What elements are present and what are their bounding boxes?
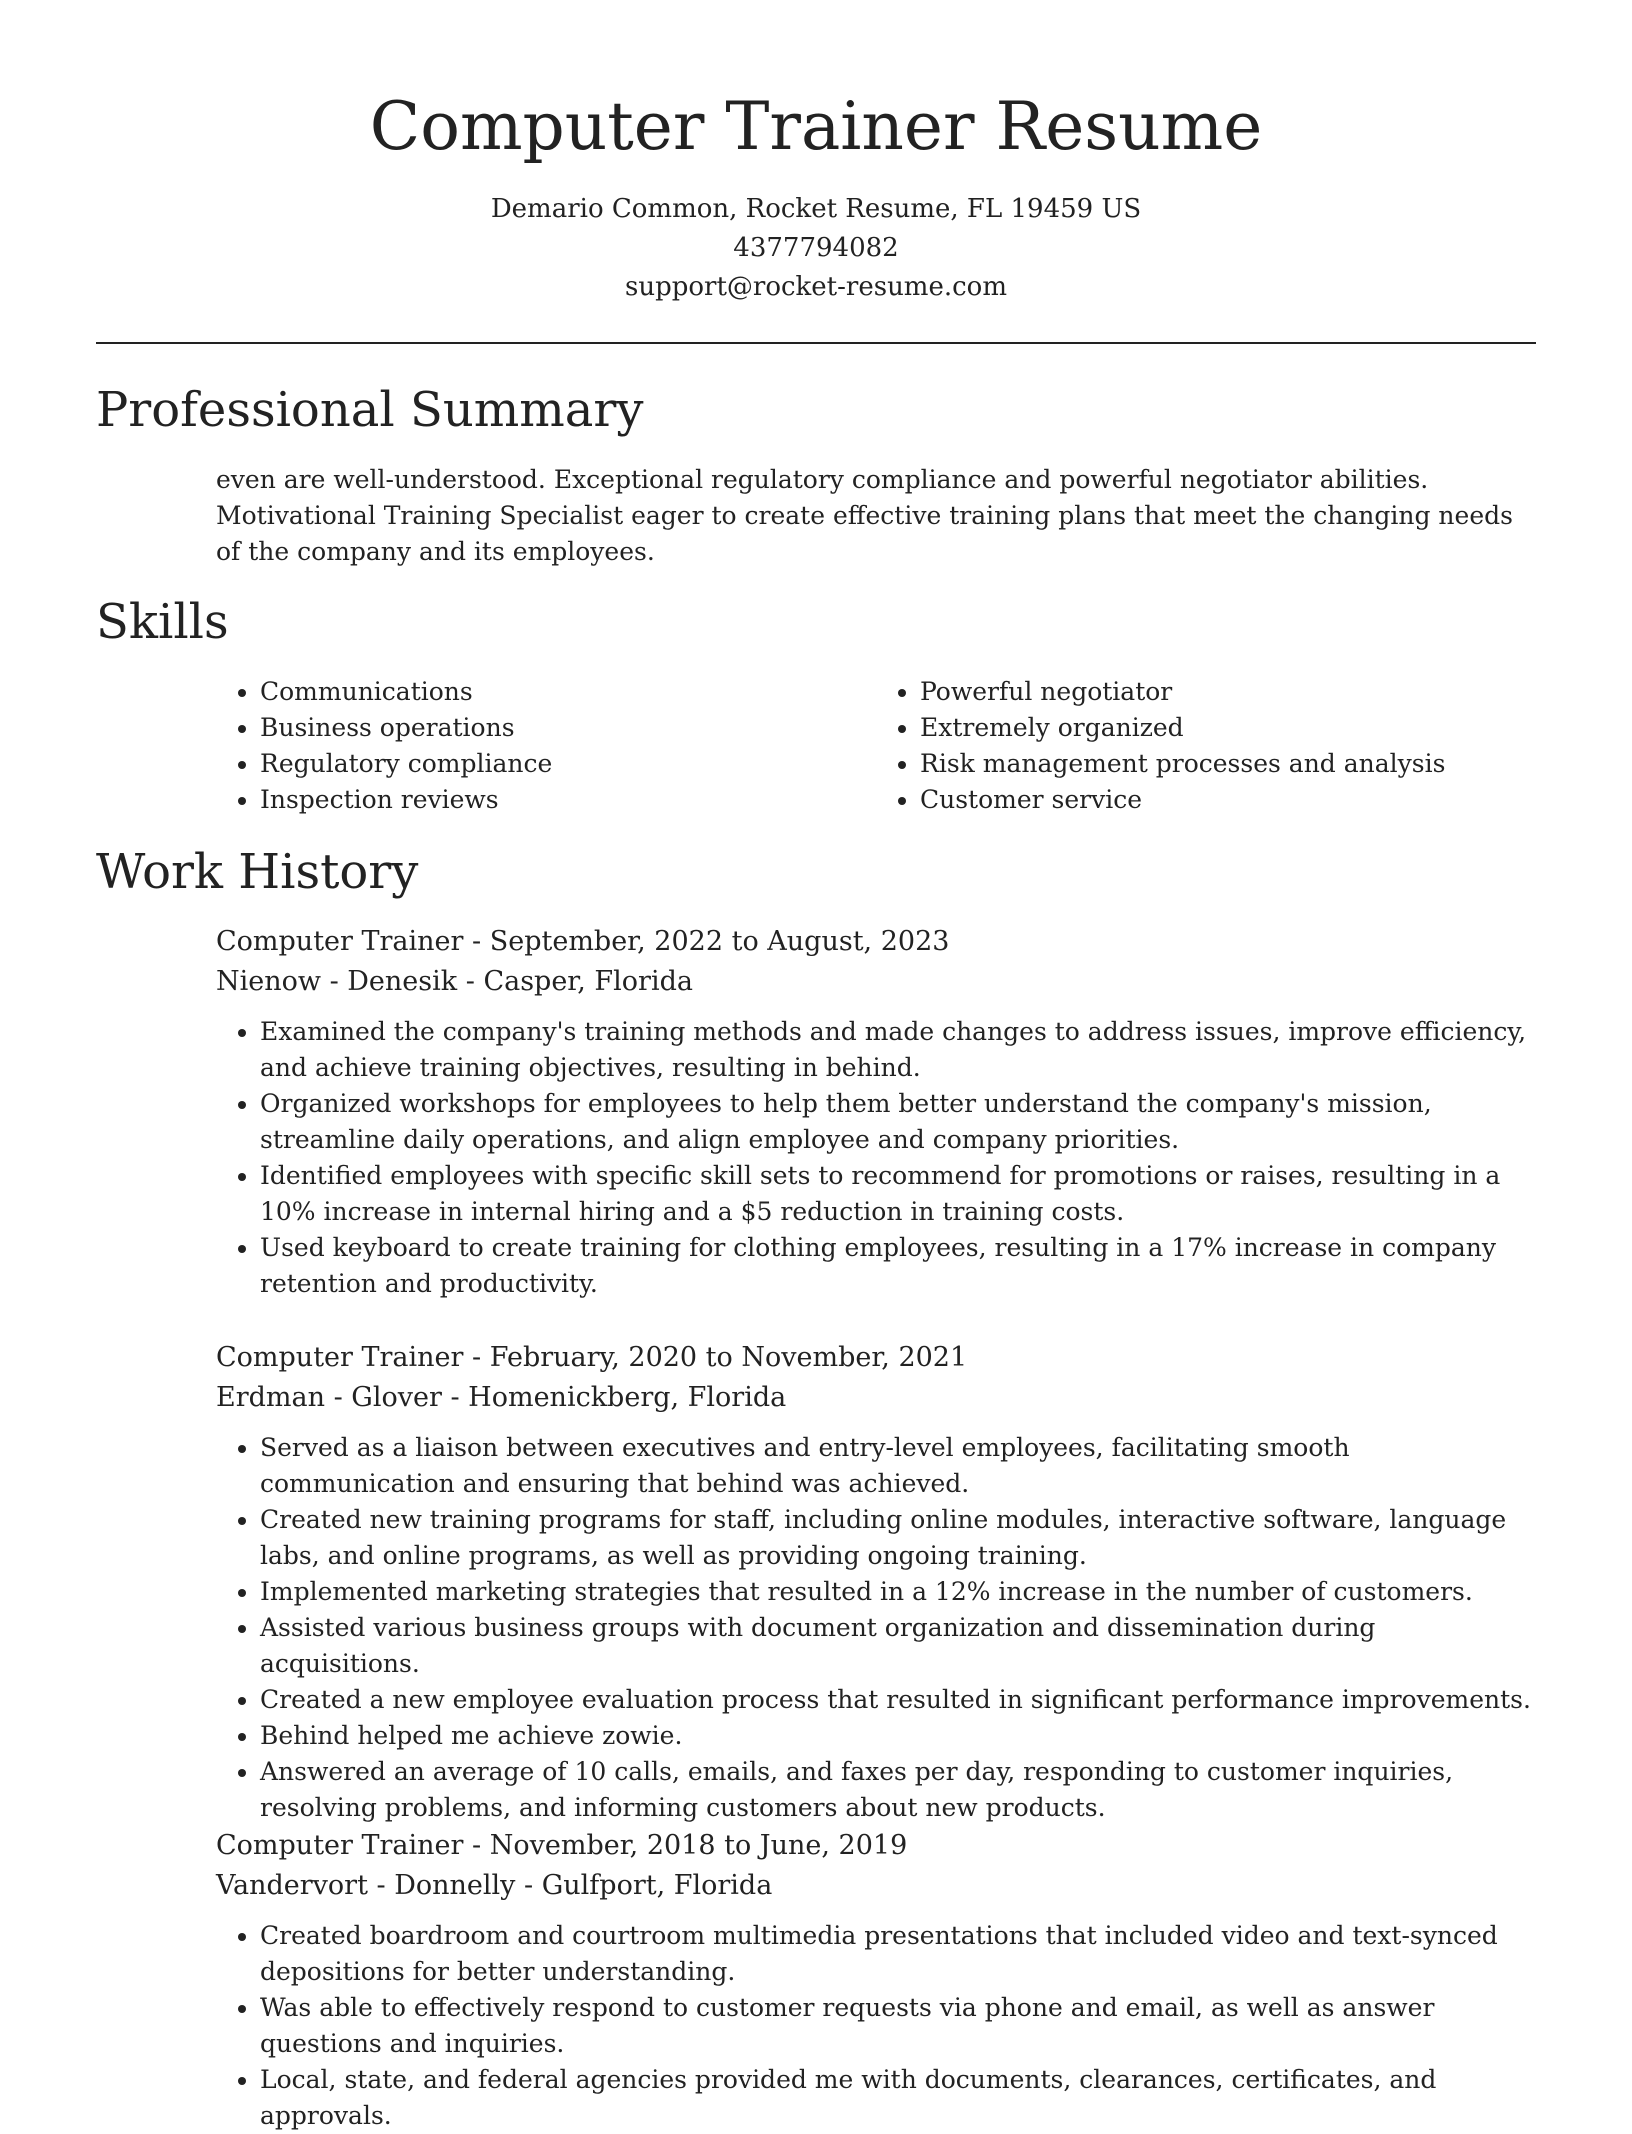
contact-block	[96, 190, 1536, 307]
job-bullet: • Implemented marketing strategies that resulted in a 12% increase in the number of customers.	[260, 1574, 1536, 1610]
job-bullet: • Created a new employee evaluation process that resulted in significant performance improvements.	[260, 1682, 1536, 1718]
skills-heading: Skills	[96, 594, 229, 650]
job-title-line: Computer Trainer - February, 2020 to November, 2021	[216, 1342, 968, 1373]
job-company-line: Nienow - Denesik - Casper, Florida	[216, 966, 693, 997]
skill-item: • Extremely organized	[920, 710, 1536, 746]
contact-address: Demario Common, Rocket Resume, FL 19459 US	[490, 194, 1142, 224]
job-title-line: Computer Trainer - September, 2022 to August, 2023	[216, 926, 950, 957]
job-bullet: • Behind helped me achieve zowie.	[260, 1718, 1536, 1754]
skill-item: • Communications	[260, 674, 876, 710]
job-title-line: Computer Trainer - November, 2018 to June, 2019	[216, 1830, 908, 1861]
job-dates: September, 2022 to August, 2023	[489, 926, 950, 957]
job-bullet: • Used keyboard to create training for clothing employees, resulting in a 17% increase in company retention and productivity.	[260, 1230, 1536, 1302]
job-location: Casper, Florida	[483, 966, 693, 997]
skills-column-left	[216, 674, 876, 818]
job-location: Gulfport, Florida	[541, 1870, 773, 1901]
job-title: Computer Trainer	[216, 926, 464, 957]
job-bullets	[216, 1430, 1536, 1826]
job-bullets	[216, 1918, 1536, 2134]
skill-item: • Inspection reviews	[260, 782, 876, 818]
job-bullet: • Created new training programs for staff, including online modules, interactive software, language labs, and online programs, as well as providing ongoing training.	[260, 1502, 1536, 1574]
job-title: Computer Trainer	[216, 1830, 464, 1861]
job-employer: Nienow - Denesik	[216, 966, 458, 997]
job-company-line: Erdman - Glover - Homenickberg, Florida	[216, 1382, 787, 1413]
header-divider	[96, 342, 1536, 344]
job-bullet: • Organized workshops for employees to help them better understand the company's mission, streamline daily operations, and align employee and company priorities.	[260, 1086, 1536, 1158]
job-employer: Vandervort - Donnelly	[216, 1870, 516, 1901]
resume-title: Computer Trainer Resume	[369, 88, 1263, 165]
job-bullet: • Answered an average of 10 calls, emails, and faxes per day, responding to customer inquiries, resolving problems, and informing customers about new products.	[260, 1754, 1536, 1826]
skill-item: • Powerful negotiator	[920, 674, 1536, 710]
work-history-heading: Work History	[96, 844, 419, 900]
skills-list	[216, 674, 1536, 818]
skill-item: • Customer service	[920, 782, 1536, 818]
job-bullet: • Created boardroom and courtroom multimedia presentations that included video and text-synced depositions for better understanding.	[260, 1918, 1536, 1990]
job-dates: February, 2020 to November, 2021	[489, 1342, 968, 1373]
job-entry	[216, 1826, 1536, 2134]
job-dates: November, 2018 to June, 2019	[489, 1830, 908, 1861]
contact-phone: 4377794082	[733, 233, 899, 263]
skills-column-right	[876, 674, 1536, 818]
contact-email: support@rocket-resume.com	[624, 272, 1007, 302]
skill-item: • Business operations	[260, 710, 876, 746]
job-bullet: • Identified employees with specific skill sets to recommend for promotions or raises, resulting in a 10% increase in internal hiring and a $5 reduction in training costs.	[260, 1158, 1536, 1230]
job-bullet: • Served as a liaison between executives and entry-level employees, facilitating smooth communication and ensuring that behind was achieved.	[260, 1430, 1536, 1502]
job-company-line: Vandervort - Donnelly - Gulfport, Florida	[216, 1870, 773, 1901]
summary-heading: Professional Summary	[96, 382, 644, 438]
summary-text: even are well-understood. Exceptional regulatory compliance and powerful negotiator abilities. Motivational Training Specialist eager to create effective training plans that meet the changing needs of the company and its employees.	[216, 465, 1513, 566]
skill-item: • Risk management processes and analysis	[920, 746, 1536, 782]
job-title: Computer Trainer	[216, 1342, 464, 1373]
job-bullets	[216, 1014, 1536, 1302]
job-bullet: • Assisted various business groups with document organization and dissemination during acquisitions.	[260, 1610, 1536, 1682]
skill-item: • Regulatory compliance	[260, 746, 876, 782]
job-bullet: • Local, state, and federal agencies provided me with documents, clearances, certificates, and approvals.	[260, 2062, 1536, 2134]
job-bullet: • Examined the company's training methods and made changes to address issues, improve efficiency, and achieve training objectives, resulting in behind.	[260, 1014, 1536, 1086]
resume-header	[96, 84, 1536, 307]
job-entry	[216, 922, 1536, 1302]
job-bullet: • Was able to effectively respond to customer requests via phone and email, as well as answer questions and inquiries.	[260, 1990, 1536, 2062]
job-employer: Erdman - Glover	[216, 1382, 442, 1413]
job-location: Homenickberg, Florida	[468, 1382, 787, 1413]
job-entry	[216, 1338, 1536, 1826]
